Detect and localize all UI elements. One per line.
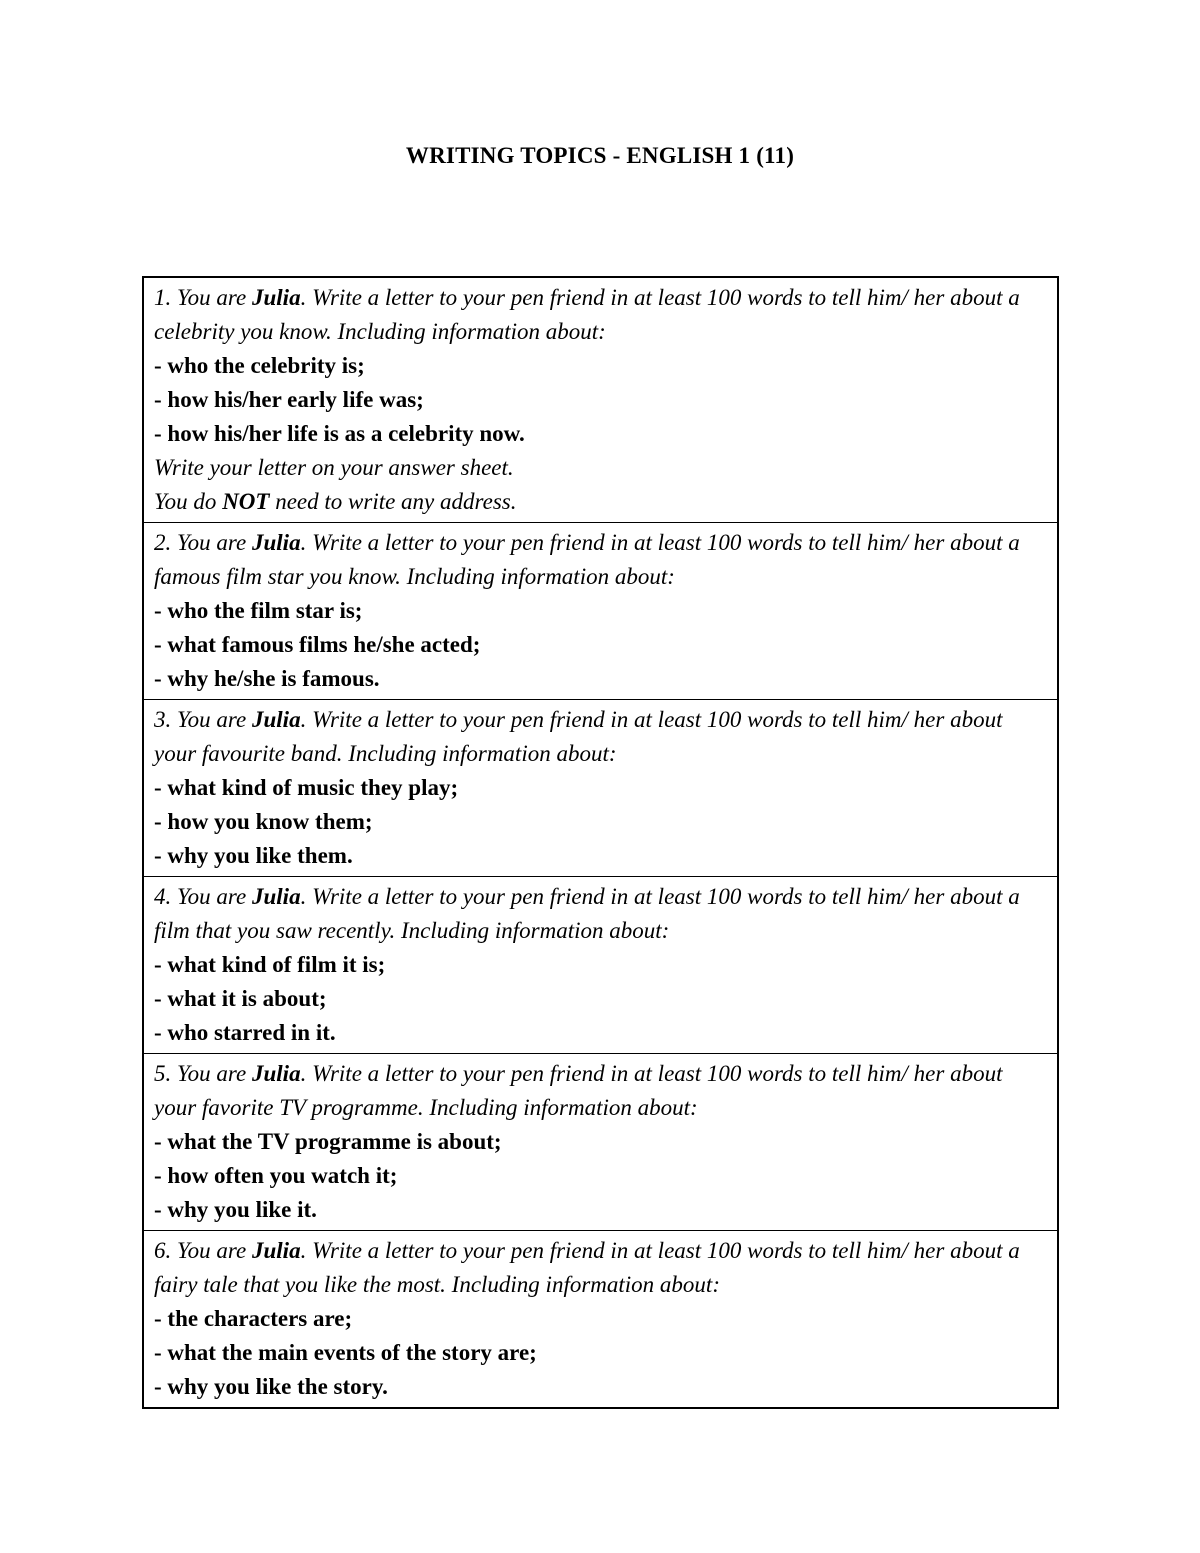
topic-bullet: - what the TV programme is about; (154, 1129, 502, 1154)
topic-row-6 (143, 1231, 1058, 1409)
student-name: Julia (252, 1238, 301, 1263)
topic-intro: 6. You are Julia. Write a letter to your pen friend in at least 100 words to tell him/ her about a fairy tale that you like the most. Including information about: (154, 1238, 1020, 1297)
topic-bullet: - how often you watch it; (154, 1163, 398, 1188)
topic-row-1 (143, 277, 1058, 523)
topic-bullet: - who starred in it. (154, 1020, 336, 1045)
topic-bullet: - what famous films he/she acted; (154, 632, 481, 657)
topic-intro: 5. You are Julia. Write a letter to your pen friend in at least 100 words to tell him/ her about your favorite TV programme. Including information about: (154, 1061, 1003, 1120)
topic-bullet: - who the celebrity is; (154, 353, 365, 378)
topic-row-2 (143, 523, 1058, 700)
topic-row-4 (143, 877, 1058, 1054)
topic-cell (143, 1054, 1058, 1231)
topic-bullet: - why you like it. (154, 1197, 317, 1222)
topic-row-5 (143, 1054, 1058, 1231)
topic-intro: 4. You are Julia. Write a letter to your pen friend in at least 100 words to tell him/ her about a film that you saw recently. Including information about: (154, 884, 1020, 943)
student-name: Julia (252, 1061, 301, 1086)
topic-bullet: - what the main events of the story are; (154, 1340, 537, 1365)
topic-bullet: - why you like the story. (154, 1374, 388, 1399)
student-name: Julia (252, 285, 301, 310)
topic-bullet: - how his/her life is as a celebrity now. (154, 421, 525, 446)
topic-bullet: - the characters are; (154, 1306, 353, 1331)
topic-cell (143, 277, 1058, 523)
topic-bullet: - what kind of music they play; (154, 775, 459, 800)
page-title: WRITING TOPICS - ENGLISH 1 (11) (405, 143, 795, 168)
topic-bullet: - why you like them. (154, 843, 353, 868)
topic-intro: 2. You are Julia. Write a letter to your pen friend in at least 100 words to tell him/ her about a famous film star you know. Including information about: (154, 530, 1020, 589)
topic-row-3 (143, 700, 1058, 877)
topic-bullet: - how his/her early life was; (154, 387, 424, 412)
topics-table (142, 276, 1059, 1409)
student-name: Julia (252, 707, 301, 732)
topic-intro: 1. You are Julia. Write a letter to your pen friend in at least 100 words to tell him/ her about a celebrity you know. Including information about: (154, 285, 1020, 344)
topic-cell (143, 1231, 1058, 1409)
topic-cell (143, 877, 1058, 1054)
topic-bullet: - how you know them; (154, 809, 373, 834)
topic-bullet: - who the film star is; (154, 598, 363, 623)
address-note: You do NOT need to write any address. (154, 489, 517, 514)
topic-bullet: - what it is about; (154, 986, 327, 1011)
topic-bullet: - why he/she is famous. (154, 666, 380, 691)
topic-bullet: - what kind of film it is; (154, 952, 386, 977)
answer-sheet-note: Write your letter on your answer sheet. (154, 455, 514, 480)
student-name: Julia (252, 884, 301, 909)
student-name: Julia (252, 530, 301, 555)
topic-intro: 3. You are Julia. Write a letter to your pen friend in at least 100 words to tell him/ her about your favourite band. Including information about: (154, 707, 1003, 766)
topic-cell (143, 523, 1058, 700)
topic-cell (143, 700, 1058, 877)
